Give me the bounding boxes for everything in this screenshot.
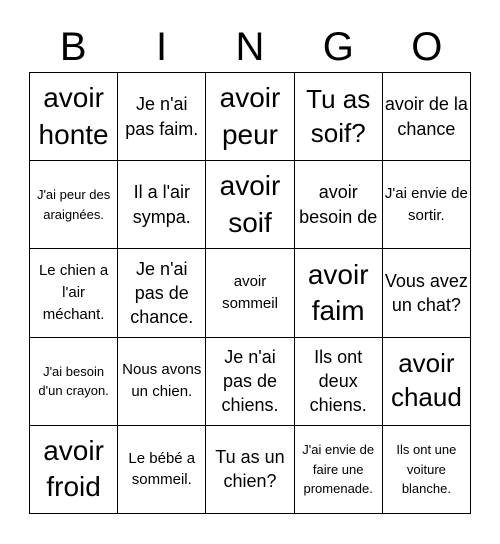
bingo-cell-text: Je n'ai pas de chiens. [221,346,279,416]
bingo-cell-text: avoir sommeil [222,273,278,312]
bingo-cell-text: Ils ont une voiture blanche. [396,442,457,497]
bingo-cell-r2-c4[interactable] [295,161,383,249]
bingo-cell-text: J'ai besoin d'un crayon. [38,363,109,399]
bingo-cell-text: Il a l'air sympa. [132,182,191,227]
bingo-cell-text: Ils ont deux chiens. [309,346,367,416]
bingo-cell-text: Je n'ai pas faim. [125,94,199,139]
header-letter-b: B [59,25,87,69]
bingo-cell-r3-c3[interactable] [206,249,294,337]
bingo-cell-r3-c1[interactable] [30,249,118,337]
header-letter-o: O [411,25,443,69]
bingo-cell-text: Tu as un chien? [215,447,285,492]
bingo-cell-r4-c5[interactable] [383,338,471,426]
bingo-cell-text: avoir honte [38,82,109,150]
bingo-cell-r5-c5[interactable] [383,426,471,514]
bingo-cell-r4-c3[interactable] [206,338,294,426]
bingo-card-grid [29,72,471,514]
bingo-cell-r5-c2[interactable] [118,426,206,514]
bingo-cell-text: avoir soif [219,170,281,238]
bingo-cell-r2-c3[interactable] [206,161,294,249]
bingo-cell-r4-c4[interactable] [295,338,383,426]
bingo-cell-r5-c3[interactable] [206,426,294,514]
bingo-cell-text: Vous avez un chat? [384,270,468,315]
header-letter-n: N [235,25,265,69]
bingo-cell-text: avoir de la chance [384,94,468,139]
bingo-cell-text: avoir peur [219,82,281,150]
bingo-cell-text: avoir besoin de [299,182,378,227]
header-letter-g: G [322,25,354,69]
bingo-cell-text: avoir faim [307,258,369,326]
bingo-header [29,22,471,72]
bingo-cell-r1-c1[interactable] [30,73,118,161]
bingo-cell-r4-c1[interactable] [30,338,118,426]
header-letter-i: I [156,25,168,69]
bingo-cell-text: Le chien a l'air méchant. [38,262,109,323]
bingo-cell-text: J'ai envie de faire une promenade. [302,442,375,497]
bingo-cell-text: avoir froid [43,435,104,503]
bingo-cell-text: Nous avons un chien. [122,361,202,401]
bingo-cell-r3-c2[interactable] [118,249,206,337]
bingo-cell-text: avoir chaud [390,348,462,413]
bingo-cell-r1-c5[interactable] [383,73,471,161]
bingo-cell-r2-c5[interactable] [383,161,471,249]
bingo-cell-text: Le bébé a sommeil. [128,449,196,489]
bingo-cell-r3-c5[interactable] [383,249,471,337]
bingo-cell-r2-c2[interactable] [118,161,206,249]
bingo-cell-r1-c2[interactable] [118,73,206,161]
bingo-cell-r3-c4[interactable] [295,249,383,337]
bingo-cell-text: J'ai envie de sortir. [384,185,468,224]
bingo-cell-r1-c4[interactable] [295,73,383,161]
bingo-cell-r5-c4[interactable] [295,426,383,514]
bingo-cell-text: Tu as soif? [306,83,371,148]
bingo-cell-text: J'ai peur des araignées. [36,187,111,222]
bingo-cell-text: Je n'ai pas de chance. [130,258,194,328]
bingo-cell-r5-c1[interactable] [30,426,118,514]
bingo-cell-r4-c2[interactable] [118,338,206,426]
bingo-cell-r1-c3[interactable] [206,73,294,161]
bingo-cell-r2-c1[interactable] [30,161,118,249]
